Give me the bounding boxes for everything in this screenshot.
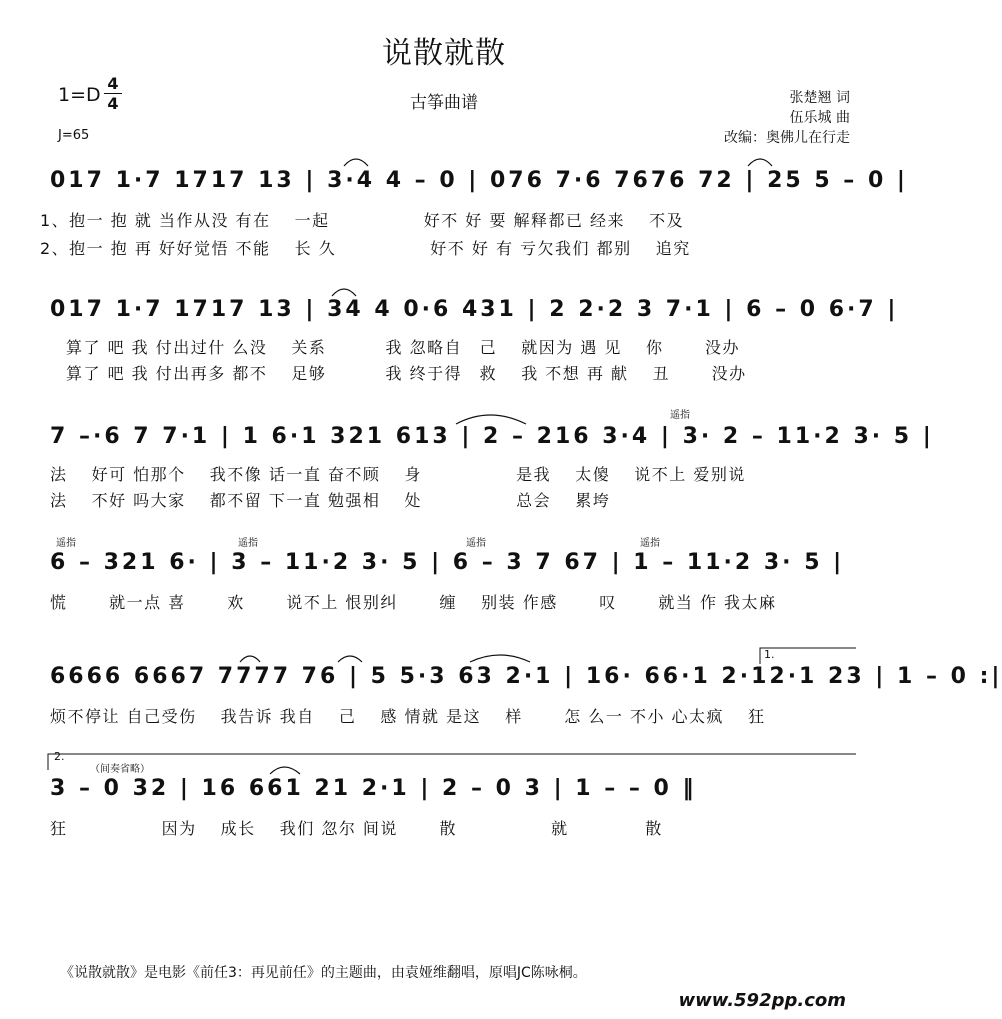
volta-bracket-2 [48,754,856,770]
key-signature: 1=D [58,84,101,106]
website-watermark: www.592pp.com [678,990,846,1011]
notes-line: 017 1·7 1717 13 | 3·4 4 – 0 | 076 7·6 7676 72 | 25 5 – 0 | [50,168,908,193]
slur [748,159,772,166]
lyrics-verse-1: 狂 因为 成长 我们 忽尔 间说 散 就 散 [50,819,663,838]
lyrics-verse-1: 法 好可 怕那个 我不像 话一直 奋不顾 身 是我 太傻 说不上 爱别说 [50,465,746,484]
notes-line: 3 – 0 32 | 16 661 21 2·1 | 2 – 0 3 | 1 – – 0 ‖ [50,776,697,801]
lyrics-verse-2: 算了 吧 我 付出再多 都不 足够 我 终于得 救 我 不想 再 献 丑 没办 [66,364,747,383]
yaozhi-mark: 遥指 [640,538,660,549]
lyrics-verse-1: 1、抱一 抱 就 当作从没 有在 一起 好不 好 要 解释都已 经来 不及 [40,211,685,230]
time-top: 4 [107,74,119,93]
slur [344,159,368,166]
slur [338,656,362,662]
footnote: 《说散就散》是电影《前任3：再见前任》的主题曲，由袁娅维翻唱，原唱JC陈咏桐。 [60,965,587,981]
volta-bracket-1 [760,648,856,664]
slur [470,655,530,662]
lyrics-verse-1: 烦不停让 自己受伤 我告诉 我自 己 感 情就 是这 样 怎 么一 不小 心太疯 狂 [50,707,766,726]
notes-line: 7 –·6 7 7·1 | 1 6·1 321 613 | 2 – 216 3·4 | 3· 2 – 11·2 3· 5 | [50,424,934,449]
tempo: J=65 [58,128,90,143]
slur [332,289,356,296]
lyrics-verse-2: 2、抱一 抱 再 好好觉悟 不能 长 久 好不 好 有 亏欠我们 都别 追究 [40,239,691,258]
slur [456,415,526,424]
slur [270,767,300,774]
lyrics-verse-2: 法 不好 吗大家 都不留 下一直 勉强相 处 总会 累垮 [50,491,611,510]
yaozhi-mark: 遥指 [56,538,76,549]
notes-line: 6666 6667 7777 76 | 5 5·3 63 2·1 | 16· 66·1 2·12·1 23 | 1 – 0 :| [50,664,1002,689]
arranger: 改编：奥佛儿在行走 [724,130,850,146]
composer: 伍乐城 曲 [789,110,850,126]
notes-line: 6 – 321 6· | 3 – 11·2 3· 5 | 6 – 3 7 67 | 1 – 11·2 3· 5 | [50,550,845,575]
page-title: 说散就散 [382,36,506,71]
subtitle: 古筝曲谱 [410,93,478,113]
volta-1: 1. [764,648,775,661]
lyrics-verse-1: 算了 吧 我 付出过什 么没 关系 我 忽略自 己 就因为 遇 见 你 没办 [66,338,741,357]
interlude-note: （间奏省略） [90,764,150,775]
volta-2: 2. [54,750,65,763]
lyrics-verse-1: 慌 就一点 喜 欢 说不上 恨别纠 缠 别装 作感 叹 就当 作 我太麻 [50,593,777,612]
notes-line: 017 1·7 1717 13 | 34 4 0·6 431 | 2 2·2 3 7·1 | 6 – 0 6·7 | [50,297,899,322]
yaozhi-mark: 遥指 [466,538,486,549]
yaozhi-mark: 遥指 [238,538,258,549]
slur [240,656,260,662]
time-bottom: 4 [107,94,119,113]
lyricist: 张楚翘 词 [789,90,850,106]
yaozhi-mark: 遥指 [670,410,690,421]
